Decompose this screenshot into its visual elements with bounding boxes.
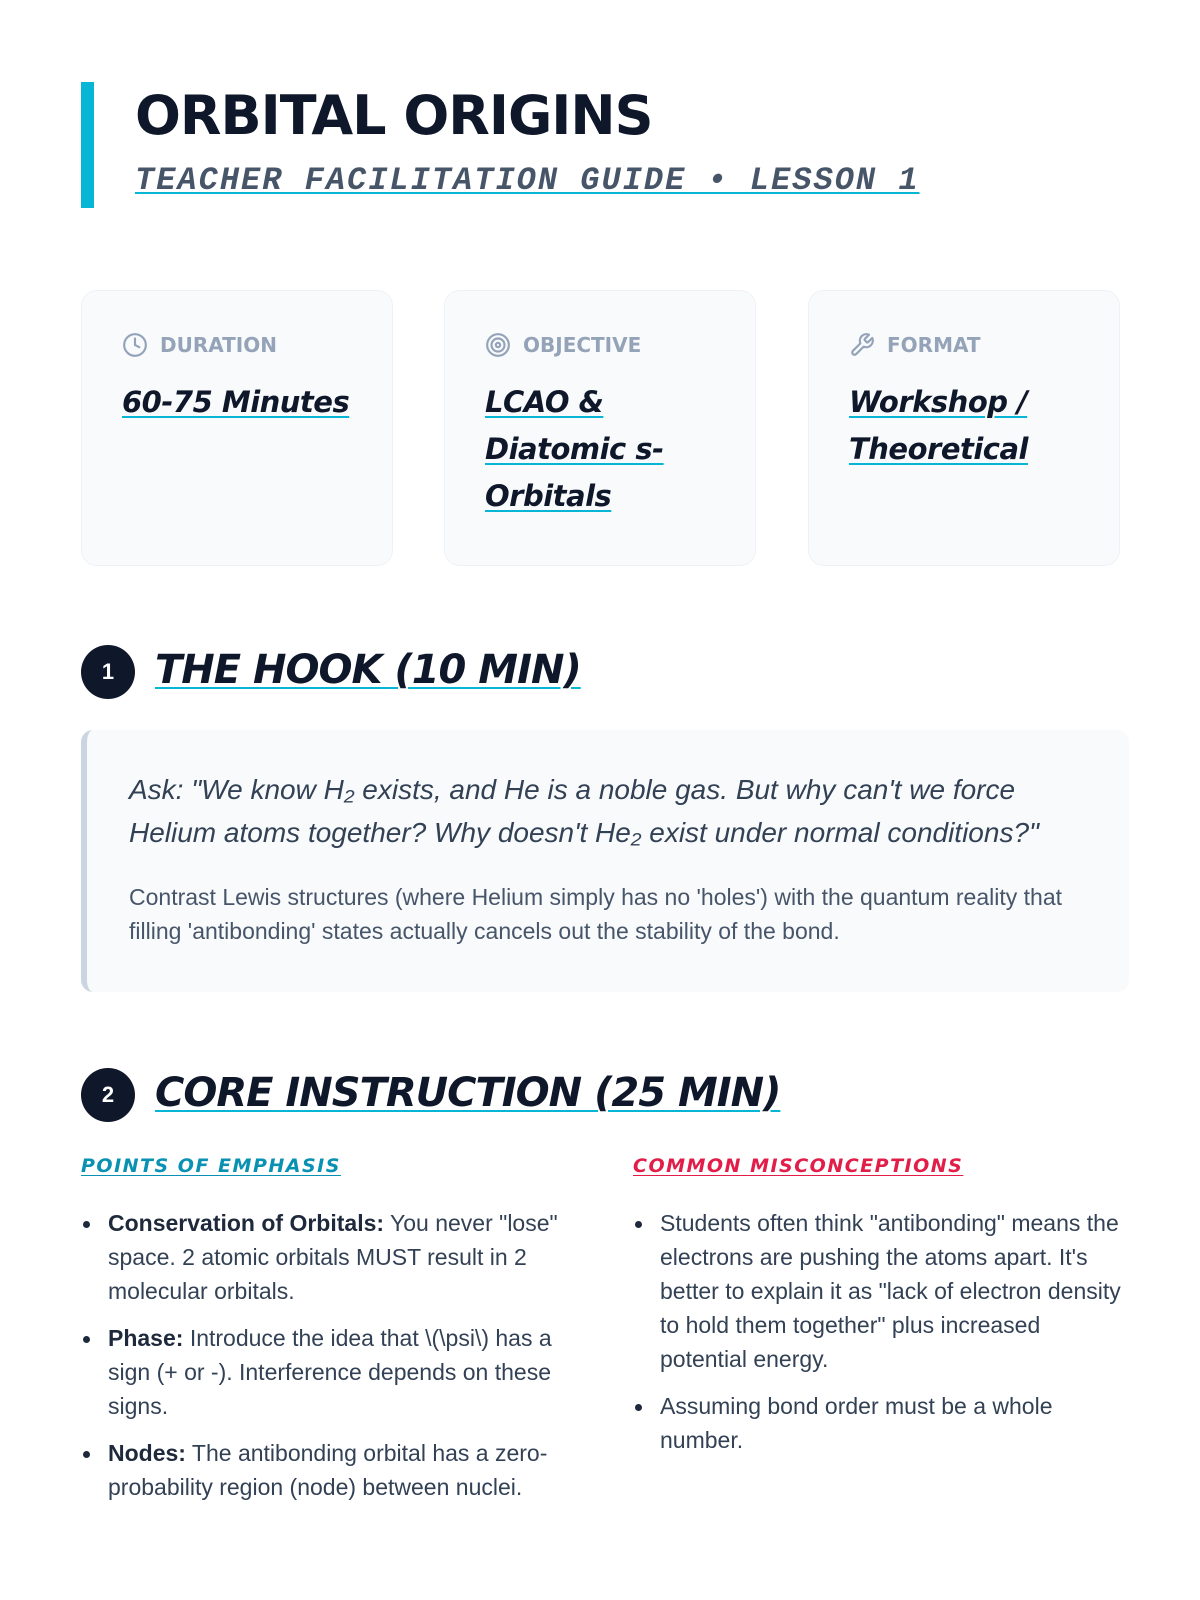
- duration-label: [122, 331, 277, 359]
- header-accent-bar: [81, 82, 94, 208]
- points-of-emphasis-heading: POINTS OF EMPHASIS: [81, 1155, 341, 1177]
- objective-value: LCAO & Diatomic s-Orbitals: [485, 385, 664, 513]
- clock-icon: [122, 332, 148, 358]
- page-title: ORBITAL ORIGINS: [135, 84, 653, 147]
- hook-text: Contrast Lewis structures (where Helium simply has no 'holes') with the quantum reality that filling 'antibonding' states actually cancels out the stability of the bond.: [129, 884, 1063, 944]
- list-item: [81, 1321, 581, 1423]
- list-item: Assuming bond order must be a whole number.: [633, 1389, 1133, 1457]
- objective-card: [444, 290, 756, 566]
- list-item-text: You never "lose" space. 2 atomic orbitals MUST result in 2 molecular orbitals.: [108, 1210, 558, 1304]
- common-misconceptions-heading: COMMON MISCONCEPTIONS: [633, 1155, 964, 1177]
- common-misconceptions-list: [633, 1206, 1133, 1470]
- section-number-2: 2: [81, 1068, 135, 1122]
- list-item: [81, 1436, 581, 1504]
- page-header: [81, 82, 1121, 208]
- format-label: [849, 331, 981, 359]
- points-of-emphasis-list: [81, 1206, 581, 1517]
- objective-label: [485, 331, 641, 359]
- list-item-term: Conservation of Orbitals:: [108, 1210, 385, 1236]
- section-title-hook: THE HOOK (10 MIN): [155, 647, 581, 693]
- list-item: Students often think "antibonding" means the electrons are pushing the atoms apart. It's better to explain it as "lack of electron density to hold them together" plus increased potential energy.: [633, 1206, 1133, 1376]
- list-item-text: Introduce the idea that \(\psi\) has a sign (+ or -). Interference depends on these signs.: [108, 1325, 552, 1419]
- target-icon: [485, 332, 511, 358]
- duration-card: [81, 290, 393, 566]
- list-item-text: The antibonding orbital has a zero-probability region (node) between nuclei.: [108, 1440, 548, 1500]
- section-title-core-instruction: CORE INSTRUCTION (25 MIN): [155, 1070, 781, 1116]
- page-subtitle: TEACHER FACILITATION GUIDE • LESSON 1: [135, 162, 920, 199]
- duration-value: 60-75 Minutes: [122, 385, 350, 419]
- format-card: [808, 290, 1120, 566]
- duration-label-text: DURATION: [160, 333, 277, 357]
- list-item-term: Phase:: [108, 1325, 184, 1351]
- wrench-icon: [849, 332, 875, 358]
- format-value: Workshop / Theoretical: [849, 385, 1028, 466]
- list-item: [81, 1206, 581, 1308]
- hook-callout: [81, 730, 1129, 992]
- objective-label-text: OBJECTIVE: [523, 333, 642, 357]
- format-label-text: FORMAT: [887, 333, 981, 357]
- hook-quote: Ask: "We know H₂ exists, and He is a noble gas. But why can't we force Helium atoms together? Why doesn't He₂ exist under normal conditions?": [129, 774, 1039, 848]
- list-item-term: Nodes:: [108, 1440, 186, 1466]
- section-number-1: 1: [81, 645, 135, 699]
